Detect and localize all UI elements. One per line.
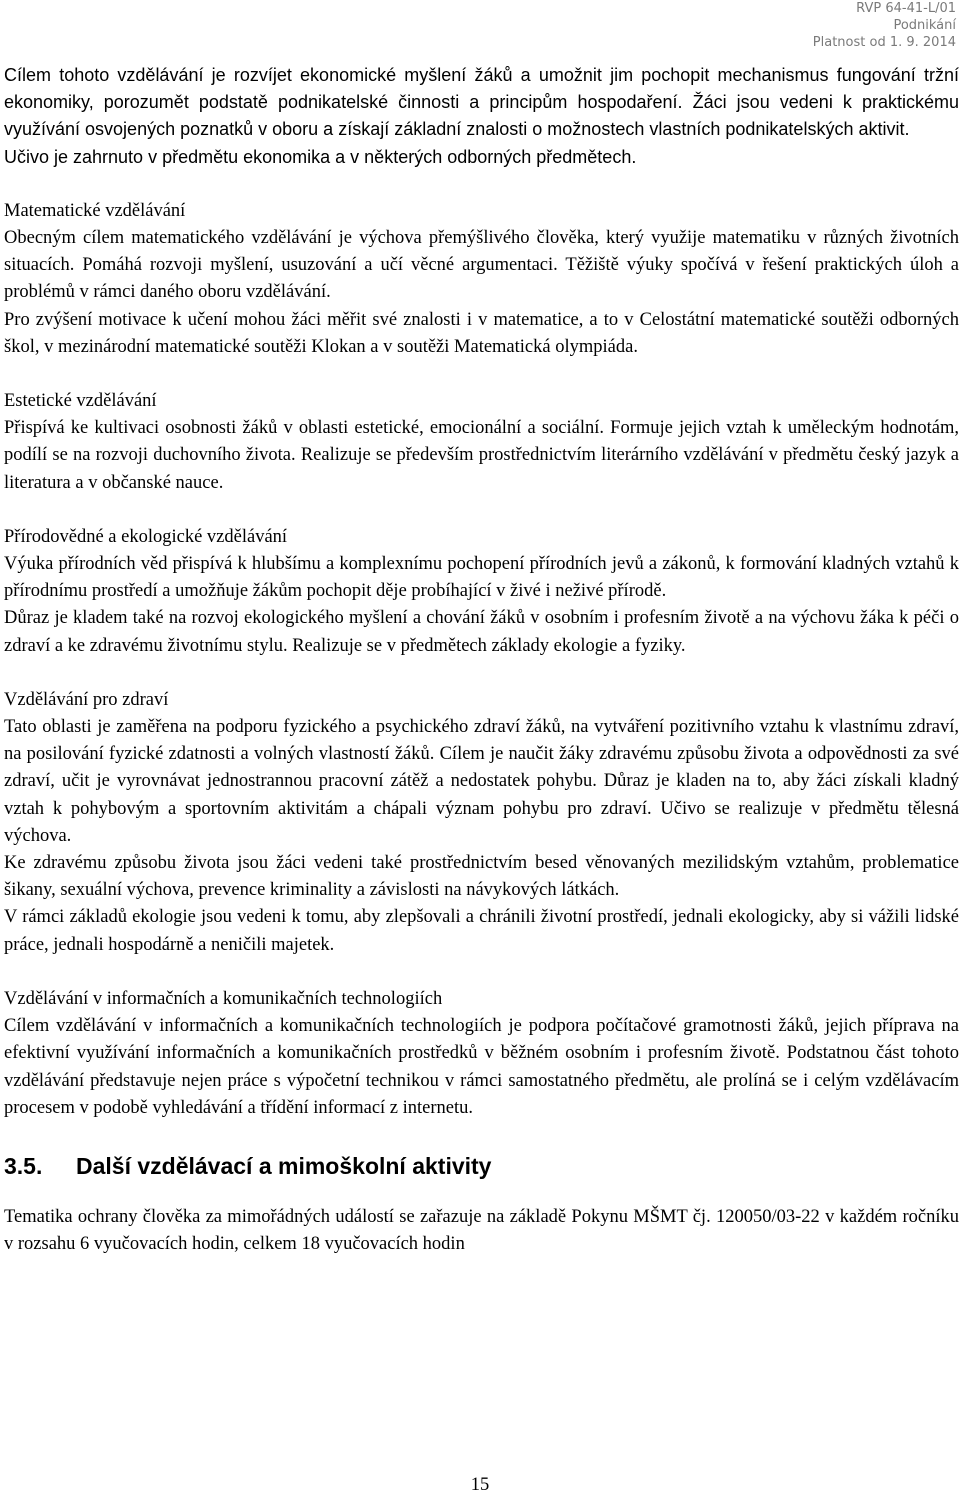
section-heading: Vzdělávání pro zdraví [4, 689, 169, 710]
page-number: 15 [470, 1475, 490, 1495]
section-aesthetic [4, 388, 959, 497]
section-paragraph: Důraz je kladem také na rozvoj ekologického myšlení a chování žáků v osobním i profesním životě a na výchovu žáka k péči o zdraví a ke zdravému životnímu stylu. Realizuje se v předmětech základy ekologie a fyziky. [4, 608, 959, 656]
section-paragraph: Cílem vzdělávání v informačních a komunikačních technologiích je podpora počítačové gramotnosti žáků, jejich příprava na efektivní využívání informačních a komunikačních prostředků v běžném osobním i profesním životě. Podstatnou část tohoto vzdělávání představuje nejen práce s výpočetní technikou v rámci samostatného předmětu, ale prolíná se i celým vzdělávacím procesem v podobě vyhledávání a třídění informací z internetu. [4, 1016, 959, 1118]
section-ict [4, 986, 959, 1122]
section-heading: Vzdělávání v informačních a komunikačních technologiích [4, 988, 443, 1009]
header-field: Podnikání [893, 18, 956, 33]
section-paragraph: Pro zvýšení motivace k učení mohou žáci měřit své znalosti i v matematice, a to v Celostátní matematické soutěži odborných škol, v mezinárodní matematické soutěži Klokan a v soutěži Matematická olympiáda. [4, 309, 959, 357]
header-code: RVP 64-41-L/01 [856, 1, 956, 16]
section-health [4, 687, 959, 959]
section-paragraph: Výuka přírodních věd přispívá k hlubšímu a komplexnímu pochopení přírodních jevů a zákonů, k formování kladných vztahů k přírodnímu prostředí a umožňuje žákům pochopit děje probíhající v živé i neživé přírodě. [4, 554, 959, 602]
section-heading: Matematické vzdělávání [4, 200, 186, 221]
chapter-number: 3.5. [4, 1152, 43, 1179]
intro-paragraph-2: Učivo je zahrnuto v předmětu ekonomika a v některých odborných předmětech. [4, 146, 637, 167]
section-heading: Estetické vzdělávání [4, 391, 157, 412]
section-math [4, 198, 959, 361]
section-paragraph: Obecným cílem matematického vzdělávání je výchova přemýšlivého člověka, který využije matematiku v různých životních situacích. Pomáhá rozvoji myšlení, usuzování a učí věcné argumentaci. Těžiště výuky spočívá v řešení praktických úloh a problémů v rámci daného oboru vzdělávání. [4, 228, 959, 303]
intro-block [4, 62, 959, 171]
chapter-paragraph: Tematika ochrany člověka za mimořádných událostí se zařazuje na základě Pokynu MŠMT čj. 120050/03-22 v každém ročníku v rozsahu 6 vyučovacích hodin, celkem 18 vyučovacích hodin [4, 1206, 959, 1255]
section-paragraph: Tato oblasti je zaměřena na podporu fyzického a psychického zdraví žáků, na vytváření pozitivního vztahu k vlastnímu zdraví, na posilování fyzické zdatnosti a volných vlastností žáků. Cílem je naučit žáky zdravému způsobu života a odpovědnosti za své zdraví, učit je vyrovnávat jednostrannou pracovní zátěž a nedostatek pohybu. Důraz je kladen na to, aby žáci získali kladný vztah k pohybovým a sportovním aktivitám a chápali význam pohybu pro zdraví. Učivo se realizuje v předmětu tělesná výchova. [4, 717, 959, 846]
document-body [4, 62, 959, 1258]
section-paragraph: Přispívá ke kultivaci osobnosti žáků v oblasti estetické, emocionální a sociální. Formuje jejich vztah k uměleckým hodnotám, podílí se na rozvoji duchovního života. Realizuje se především prostřednictvím literárního vzdělávání v předmětu český jazyk a literatura a v občanské nauce. [4, 418, 959, 493]
chapter-title: Další vzdělávací a mimoškolní aktivity [76, 1152, 492, 1179]
section-science-ecology [4, 524, 959, 660]
page-header [813, 0, 956, 51]
section-paragraph: Ke zdravému způsobu života jsou žáci vedeni také prostřednictvím besed věnovaných mezilidským vztahům, problematice šikany, sexuální výchova, prevence kriminality a závislosti na návykových látkách. [4, 853, 959, 901]
header-validity: Platnost od 1. 9. 2014 [812, 35, 956, 50]
chapter-heading [4, 1151, 959, 1181]
section-paragraph: V rámci základů ekologie jsou vedeni k tomu, aby zlepšovali a chránili životní prostředí, jednali ekologicky, aby si vážili lidské práce, jednali hospodárně a neničili majetek. [4, 907, 959, 955]
intro-paragraph-1: Cílem tohoto vzdělávání je rozvíjet ekonomické myšlení žáků a umožnit jim pochopit mechanismus fungování tržní ekonomiky, porozumět podstatě podnikatelské činnosti a principům hospodaření. Žáci jsou vedeni k praktickému využívání osvojených poznatků v oboru a získají základní znalosti o možnostech vlastních podnikatelských aktivit. [4, 65, 959, 140]
section-heading: Přírodovědné a ekologické vzdělávání [4, 526, 288, 547]
